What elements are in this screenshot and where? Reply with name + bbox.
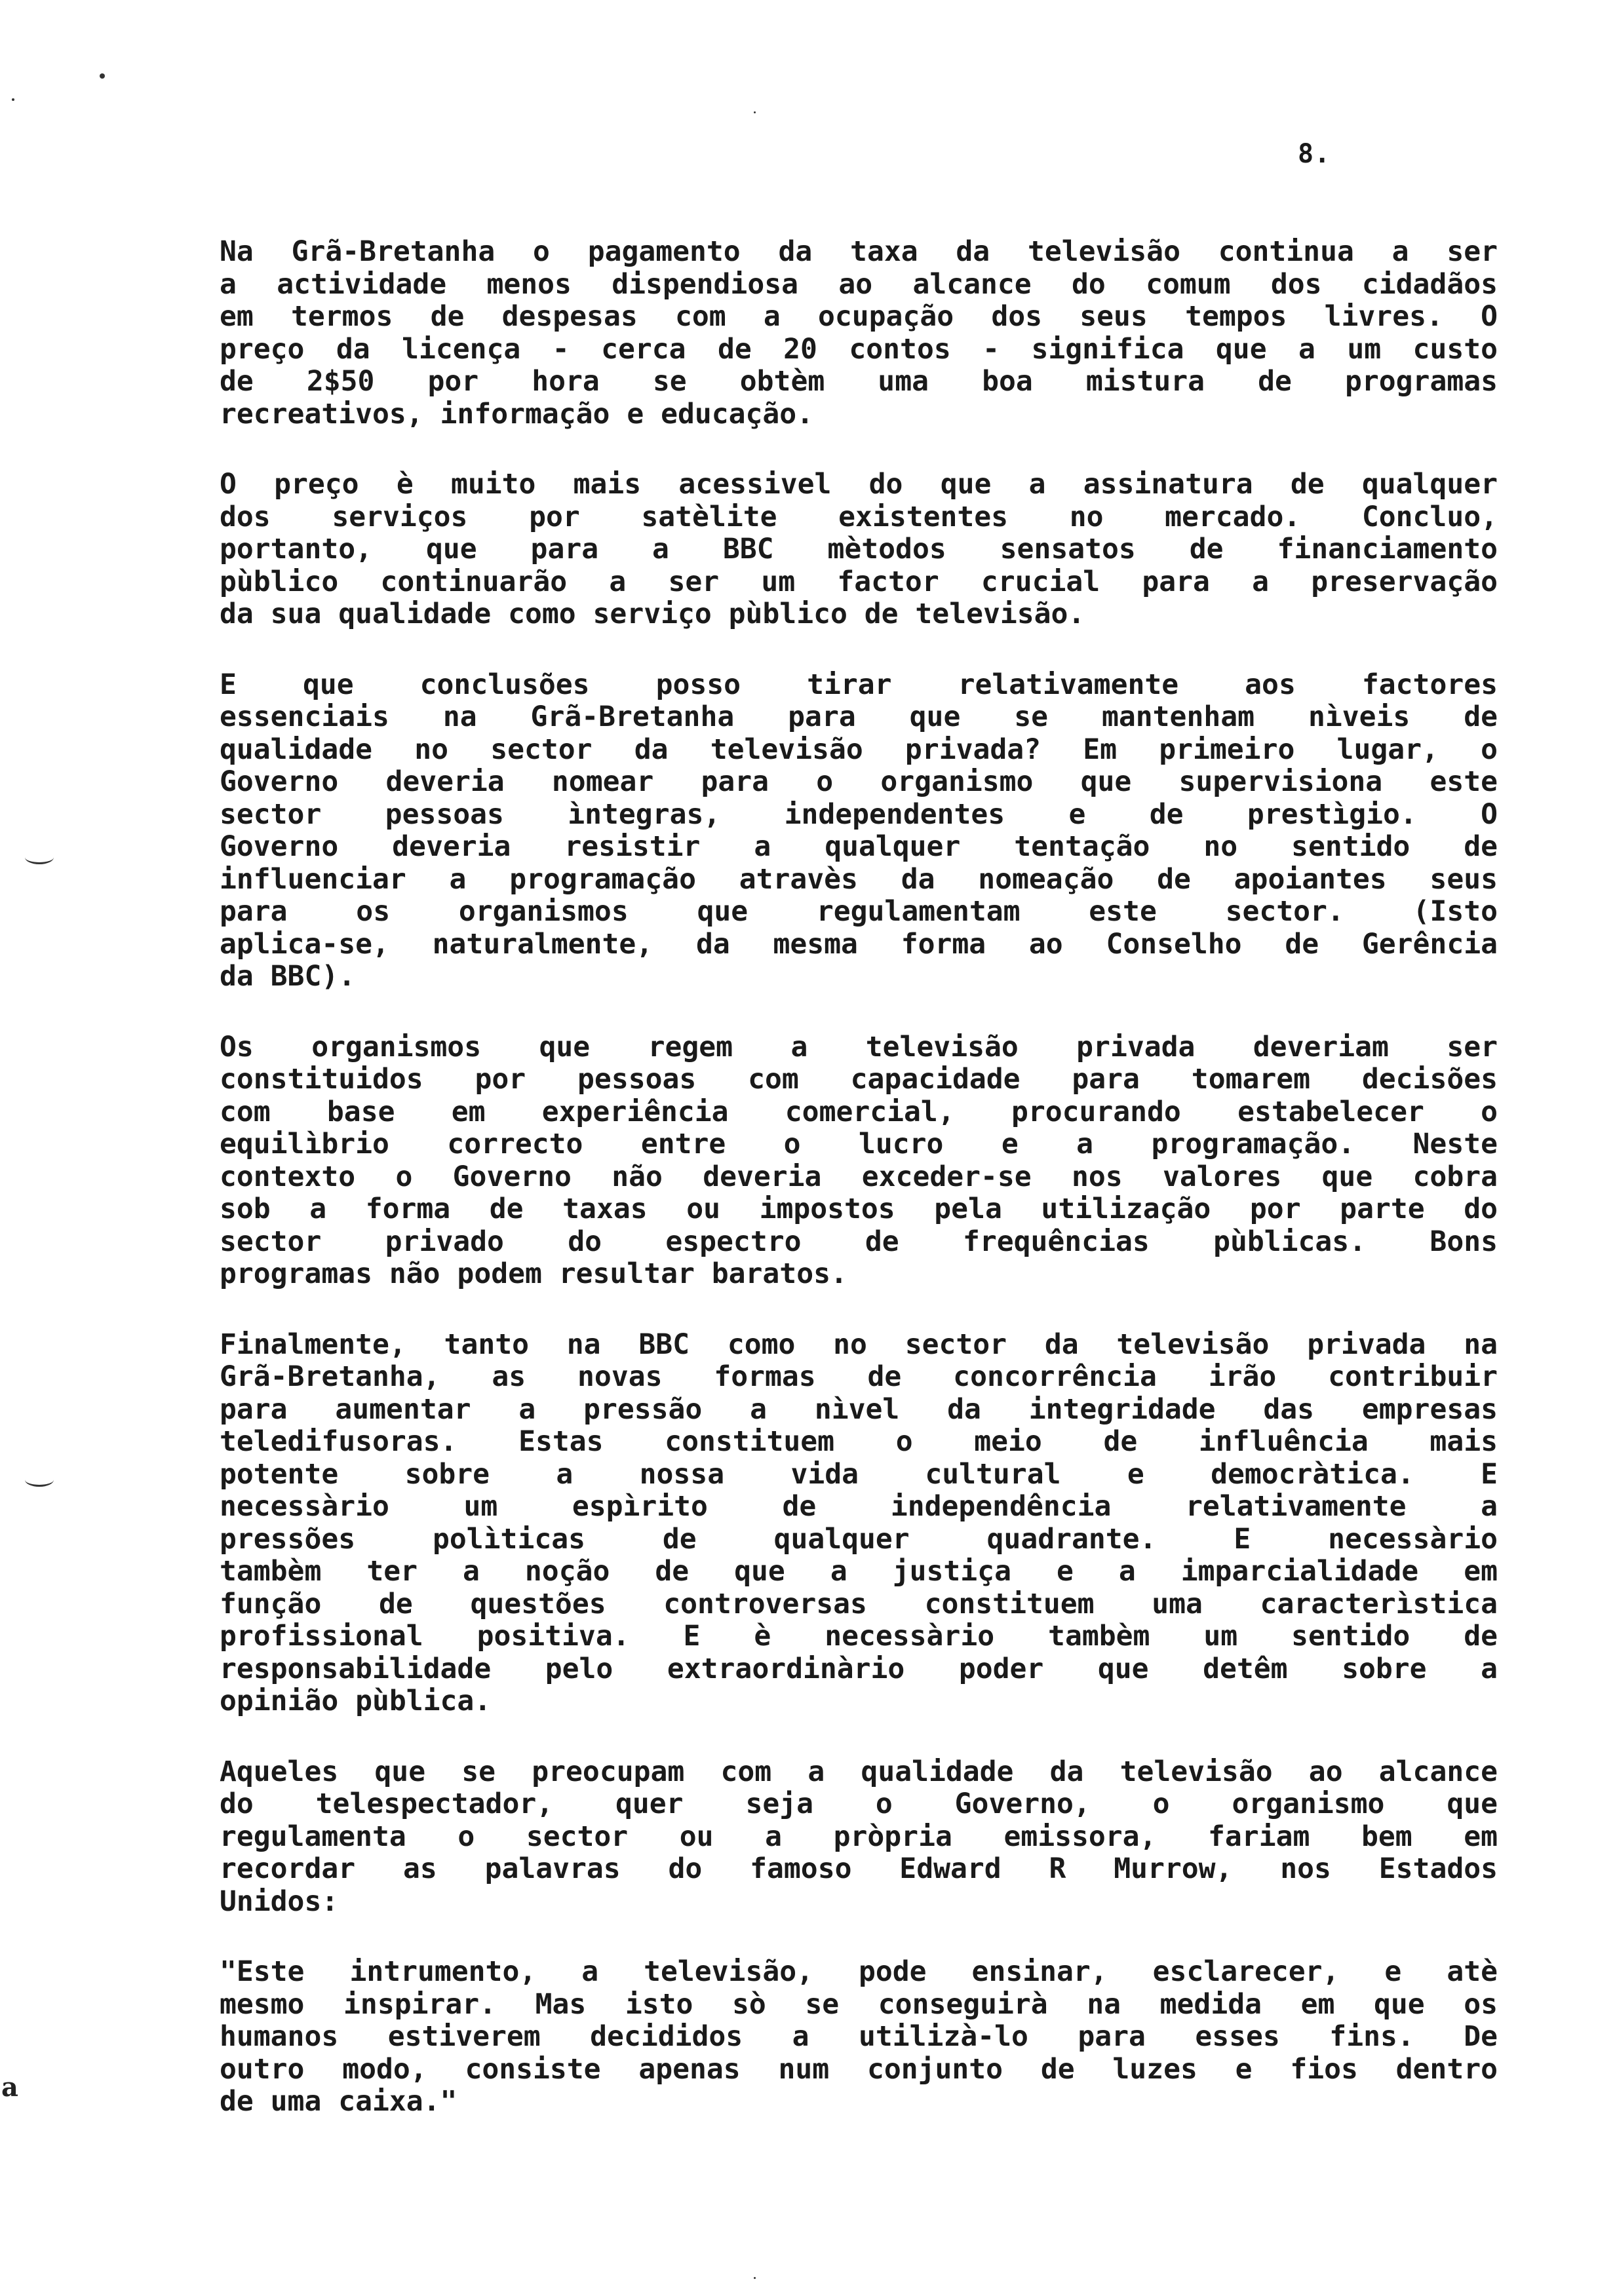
text-line: Governo deveria nomear para o organismo que supervisiona este xyxy=(220,766,1498,798)
quote-paragraph xyxy=(220,1956,1498,2118)
text-line: em termos de despesas com a ocupação dos seus tempos livres. O xyxy=(220,301,1498,333)
text-line: para os organismos que regulamentam este sector. (Isto xyxy=(220,896,1498,928)
text-line: para aumentar a pressão a nìvel da integridade das empresas xyxy=(220,1393,1498,1426)
text-line: pressões polìticas de qualquer quadrante. E necessàrio xyxy=(220,1523,1498,1556)
text-line: programas não podem resultar baratos. xyxy=(220,1258,847,1290)
text-line: O preço è muito mais acessivel do que a assinatura de qualquer xyxy=(220,469,1498,501)
text-line: Unidos: xyxy=(220,1885,339,1918)
text-line: dos serviços por satèlite existentes no mercado. Concluo, xyxy=(220,501,1498,533)
paragraph-2 xyxy=(220,469,1498,631)
text-line: da BBC). xyxy=(220,961,356,993)
text-line: Finalmente, tanto na BBC como no sector da televisão privada na xyxy=(220,1328,1498,1361)
text-line: preço da licença - cerca de 20 contos - significa que a um custo xyxy=(220,333,1498,366)
text-line: opinião pùblica. xyxy=(220,1685,492,1717)
text-line: qualidade no sector da televisão privada? Em primeiro lugar, o xyxy=(220,733,1498,766)
text-line: potente sobre a nossa vida cultural e democràtica. E xyxy=(220,1458,1498,1491)
text-line: "Este intrumento, a televisão, pode ensinar, esclarecer, e atè xyxy=(220,1956,1498,1988)
text-line: do telespectador, quer seja o Governo, o organismo que xyxy=(220,1788,1498,1820)
text-line: função de questões controversas constituem uma caracterìstica xyxy=(220,1588,1498,1620)
paragraph-6 xyxy=(220,1756,1498,1919)
text-line: equilìbrio correcto entre o lucro e a programação. Neste xyxy=(220,1128,1498,1160)
paragraph-1 xyxy=(220,236,1498,430)
text-line: sector privado do espectro de frequências pùblicas. Bons xyxy=(220,1225,1498,1258)
text-line: portanto, que para a BBC mètodos sensatos de financiamento xyxy=(220,533,1498,565)
text-line: teledifusoras. Estas constituem o meio de influência mais xyxy=(220,1426,1498,1458)
text-line: da sua qualidade como serviço pùblico de televisão. xyxy=(220,598,1085,630)
text-line: constituidos por pessoas com capacidade para tomarem decisões xyxy=(220,1063,1498,1096)
text-line: contexto o Governo não deveria exceder-se nos valores que cobra xyxy=(220,1160,1498,1193)
paragraph-3 xyxy=(220,669,1498,993)
text-line: recreativos, informação e educação. xyxy=(220,398,814,430)
text-line: influenciar a programação atravès da nomeação de apoiantes seus xyxy=(220,863,1498,896)
text-line: Na Grã-Bretanha o pagamento da taxa da televisão continua a ser xyxy=(220,236,1498,268)
text-line: sector pessoas ìntegras, independentes e de prestìgio. O xyxy=(220,798,1498,831)
scan-speck xyxy=(754,2277,756,2279)
text-line: Governo deveria resistir a qualquer tentação no sentido de xyxy=(220,831,1498,863)
text-line: mesmo inspirar. Mas isto sò se conseguirà na medida em que os xyxy=(220,1988,1498,2021)
text-line: pùblico continuarão a ser um factor crucial para a preservação xyxy=(220,565,1498,598)
body-text xyxy=(220,236,1498,2156)
paragraph-5 xyxy=(220,1329,1498,1718)
text-line: Os organismos que regem a televisão privada deveriam ser xyxy=(220,1031,1498,1063)
text-line: sob a forma de taxas ou impostos pela utilização por parte do xyxy=(220,1193,1498,1225)
text-line: de 2$50 por hora se obtèm uma boa mistura de programas xyxy=(220,366,1498,398)
text-line: tambèm ter a noção de que a justiça e a imparcialidade em xyxy=(220,1556,1498,1588)
text-line: humanos estiverem decididos a utilizà-lo para esses fins. De xyxy=(220,2021,1498,2053)
text-line: profissional positiva. E è necessàrio tambèm um sentido de xyxy=(220,1620,1498,1653)
scan-speck xyxy=(12,98,14,101)
text-line: Grã-Bretanha, as novas formas de concorrência irão contribuir xyxy=(220,1361,1498,1393)
text-line: com base em experiência comercial, procurando estabelecer o xyxy=(220,1096,1498,1128)
scan-speck xyxy=(100,73,105,79)
text-line: a actividade menos dispendiosa ao alcance do comum dos cidadãos xyxy=(220,268,1498,301)
paragraph-4 xyxy=(220,1031,1498,1291)
text-line: E que conclusões posso tirar relativamente aos factores xyxy=(220,668,1498,701)
text-line: Aqueles que se preocupam com a qualidade da televisão ao alcance xyxy=(220,1755,1498,1788)
text-line: essenciais na Grã-Bretanha para que se mantenham nìveis de xyxy=(220,701,1498,733)
text-line: regulamenta o sector ou a pròpria emissora, fariam bem em xyxy=(220,1820,1498,1853)
text-line: de uma caixa." xyxy=(220,2086,457,2118)
text-line: necessàrio um espìrito de independência relativamente a xyxy=(220,1491,1498,1523)
text-line: recordar as palavras do famoso Edward R Murrow, nos Estados xyxy=(220,1853,1498,1885)
page-number: 8. xyxy=(1298,139,1331,169)
scan-speck xyxy=(754,111,756,113)
text-line: responsabilidade pelo extraordinàrio poder que detêm sobre a xyxy=(220,1653,1498,1685)
margin-bracket-mark xyxy=(25,1473,54,1487)
text-line: outro modo, consiste apenas num conjunto de luzes e fios dentro xyxy=(220,2053,1498,2086)
margin-bracket-mark xyxy=(25,851,54,864)
text-line: aplica-se, naturalmente, da mesma forma ao Conselho de Gerência xyxy=(220,928,1498,961)
margin-note: a xyxy=(1,2072,18,2103)
